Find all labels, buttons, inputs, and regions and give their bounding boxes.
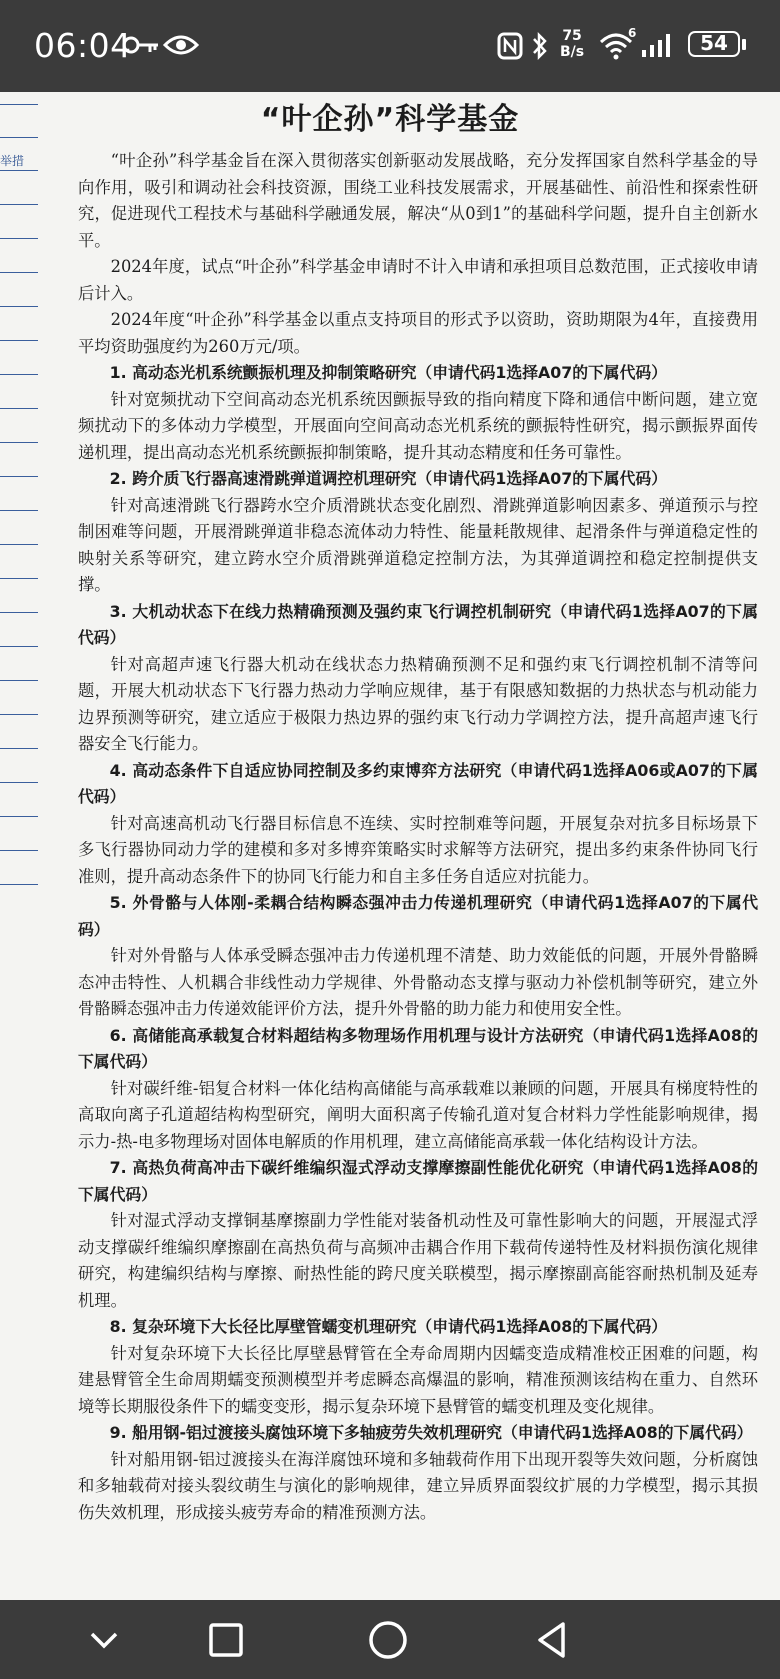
battery-tip	[742, 39, 746, 50]
paragraph: “叶企孙”科学基金旨在深入贯彻落实创新驱动发展战略，充分发挥国家自然科学基金的导向作用，吸引和调动社会科技资源，围绕工业科技发展需求，开展基础性、前沿性和探索性研究，促进现代工程技术与基础科学融通发展，解决“从0到1”的基础科学问题，提升自主创新水平。	[78, 151, 758, 250]
section-heading: 8. 复杂环境下大长径比厚壁管蠕变机理研究（申请代码1选择A08的下属代码）	[109, 1317, 667, 1336]
home-button[interactable]	[366, 1618, 410, 1662]
status-time: 06:04	[34, 26, 132, 65]
section-heading: 9. 船用钢-铝过渡接头腐蚀环境下多轴疲劳失效机理研究（申请代码1选择A08的下属代码）	[109, 1423, 753, 1442]
network-speed: 75 B/s	[560, 28, 585, 60]
key-icon	[122, 34, 160, 56]
document-view[interactable]	[0, 92, 780, 1600]
section-heading: 7. 高热负荷高冲击下碳纤维编织湿式浮动支撑摩擦副性能优化研究（申请代码1选择A08的下属代码）	[78, 1158, 758, 1204]
paragraph: 针对碳纤维-铝复合材料一体化结构高储能与高承载难以兼顾的问题，开展具有梯度特性的高取向离子孔道超结构构型研究，阐明大面积离子传输孔道对复合材料力学性能影响规律，揭示力-热-电多物理场对固体电解质的作用机理，建立高储能高承载一体化结构设计方法。	[78, 1078, 758, 1151]
paragraph: 针对湿式浮动支撑铜基摩擦副力学性能对装备机动性及可靠性影响大的问题，开展湿式浮动支撑碳纤维编织摩擦副在高热负荷与高频冲击耦合作用下载荷传递特性及材料损伤演化规律研究，构建编织结构与摩擦、耐热性能的跨尺度关联模型，揭示摩擦副高能容耐热机制及延寿机理。	[78, 1211, 758, 1310]
collapse-chevron-icon[interactable]	[82, 1618, 126, 1662]
sidebar-text: 举措	[0, 154, 25, 168]
section-heading: 3. 大机动状态下在线力热精确预测及强约束飞行调控机制研究（申请代码1选择A07的下属代码）	[78, 601, 758, 647]
paragraph: 2024年度，试点“叶企孙”科学基金申请时不计入申请和承担项目总数范围，正式接收申请后计入。	[78, 257, 758, 303]
section-heading: 1. 高动态光机系统颤振机理及抑制策略研究（申请代码1选择A07的下属代码）	[109, 363, 667, 382]
paragraph: 针对高速滑跳飞行器跨水空介质滑跳状态变化剧烈、滑跳弹道影响因素多、弹道预示与控制困难等问题，开展滑跳弹道非稳态流体动力特性、能量耗散规律、起滑条件与弹道稳定性的映射关系等研究，建立跨水空介质滑跳弹道稳定控制方法，为其弹道调控和稳定控制提供支撑。	[78, 495, 758, 594]
eye-icon	[163, 32, 199, 58]
section-heading: 2. 跨介质飞行器高速滑跳弹道调控机理研究（申请代码1选择A07的下属代码）	[109, 469, 667, 488]
navigation-bar	[0, 1600, 780, 1679]
document-body	[78, 148, 758, 1526]
battery-indicator: 54	[688, 31, 740, 57]
bluetooth-icon	[531, 31, 549, 61]
nfc-icon	[497, 32, 523, 60]
section-heading: 5. 外骨骼与人体刚-柔耦合结构瞬态强冲击力传递机理研究（申请代码1选择A07的下属代码）	[78, 893, 758, 939]
paragraph: 针对宽频扰动下空间高动态光机系统因颤振导致的指向精度下降和通信中断问题，建立宽频扰动下的多体动力学模型，开展面向空间高动态光机系统的颤振特性研究，揭示颤振界面传递机理，提出高动态光机系统颤振抑制策略，提升其动态精度和任务可靠性。	[78, 389, 758, 462]
sidebar-outline[interactable]	[0, 92, 40, 912]
back-button[interactable]	[530, 1618, 574, 1662]
signal-label: 6	[628, 26, 637, 40]
paragraph: 针对高超声速飞行器大机动在线状态力热精确预测不足和强约束飞行调控机制不清等问题，开展大机动状态下飞行器力热动力学响应规律，基于有限感知数据的力热状态与机动能力边界预测等研究，建立适应于极限力热边界的强约束飞行动力学调控方法，提升高超声速飞行器安全飞行能力。	[78, 654, 758, 753]
recent-apps-button[interactable]	[204, 1618, 248, 1662]
paragraph: 针对复杂环境下大长径比厚壁悬臂管在全寿命周期内因蠕变造成精准校正困难的问题，构建悬臂管全生命周期蠕变预测模型并考虑瞬态高爆温的影响，精准预测该结构在重力、自然环境等长期服役条件下的蠕变变形，揭示复杂环境下悬臂管的蠕变机理及变化规律。	[78, 1343, 758, 1416]
status-bar	[0, 0, 780, 92]
cell-signal-icon	[640, 32, 676, 58]
paragraph: 针对船用钢-铝过渡接头在海洋腐蚀环境和多轴载荷作用下出现开裂等失效问题，分析腐蚀和多轴载荷对接头裂纹萌生与演化的影响规律，建立异质界面裂纹扩展的力学模型，揭示其损伤失效机理，形成接头疲劳寿命的精准预测方法。	[78, 1449, 758, 1522]
paragraph: 针对外骨骼与人体承受瞬态强冲击力传递机理不清楚、助力效能低的问题，开展外骨骼瞬态冲击特性、人机耦合非线性动力学规律、外骨骼动态支撑与驱动力补偿机制等研究，建立外骨骼瞬态强冲击力传递效能评价方法，提升外骨骼的助力能力和使用安全性。	[78, 946, 758, 1018]
section-heading: 4. 高动态条件下自适应协同控制及多约束博弈方法研究（申请代码1选择A06或A07的下属代码）	[78, 760, 758, 806]
paragraph: 2024年度“叶企孙”科学基金以重点支持项目的形式予以资助，资助期限为4年，直接费用平均资助强度约为260万元/项。	[78, 310, 758, 356]
page-title: “叶企孙”科学基金	[260, 102, 520, 137]
paragraph: 针对高速高机动飞行器目标信息不连续、实时控制难等问题，开展复杂对抗多目标场景下多飞行器协同动力学的建模和多对多博弈策略实时求解等方法研究，提出多约束条件协同飞行准则，提升高动态条件下的协同飞行能力和自主多任务自适应对抗能力。	[78, 813, 758, 886]
section-heading: 6. 高储能高承载复合材料超结构多物理场作用机理与设计方法研究（申请代码1选择A08的下属代码）	[78, 1025, 758, 1071]
